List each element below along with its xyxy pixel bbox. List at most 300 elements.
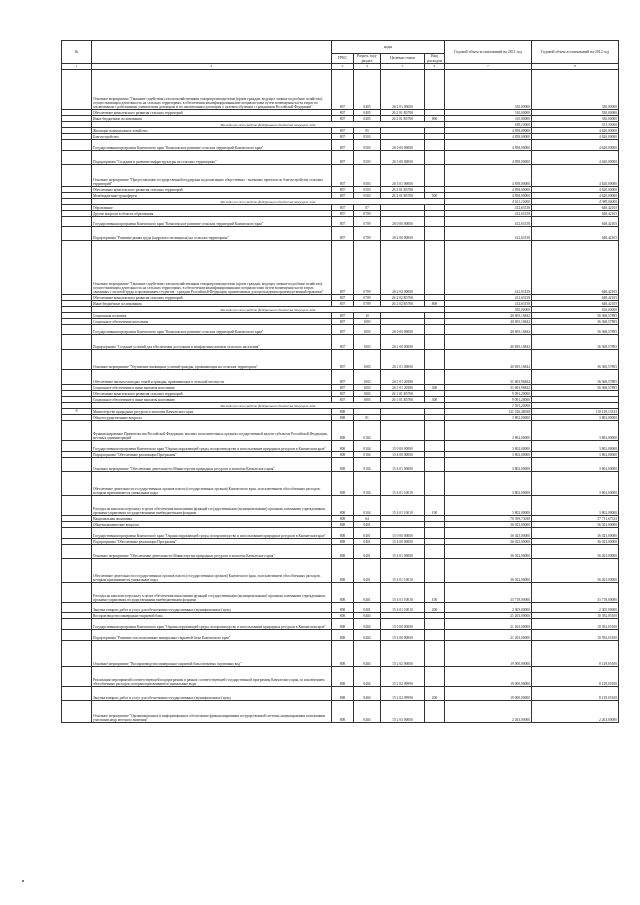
vid-code: 200 <box>425 603 445 613</box>
value-2012: 36 023,00000 <box>532 559 619 583</box>
column-index: 7 <box>445 64 532 70</box>
table-row <box>62 335 619 350</box>
target-code <box>381 421 425 441</box>
value-2012: 648,42105 <box>532 211 619 217</box>
row-name: Обеспечение деятельности государственных органов власти (государственных органов) Камчатского края, за исключением обособленных расходов, которым присваиваются уникальные коды <box>92 559 332 583</box>
value-2011: 4 858,00000 <box>445 151 532 165</box>
vid-code <box>425 545 445 559</box>
header-codes: коды <box>332 41 445 54</box>
razdel-code: 1003 <box>354 370 381 385</box>
value-2011: 19 000,00000 <box>445 667 532 687</box>
value-2012: 8 129,05100 <box>532 687 619 701</box>
row-number-cell <box>62 641 92 667</box>
row-number-cell <box>62 528 92 539</box>
table-row <box>62 217 619 227</box>
razdel-code: 0404 <box>354 667 381 687</box>
target-code: 15 2 00 00000 <box>381 630 425 641</box>
target-code: 15 4 01 00000 <box>381 458 425 472</box>
grbs-code: 807 <box>332 325 354 335</box>
value-2012: 36 368,57895 <box>532 370 619 385</box>
value-2012: 4 389,00000 <box>532 199 619 205</box>
table-row <box>62 325 619 335</box>
grbs-code: 808 <box>332 441 354 452</box>
scan-dot <box>22 880 24 882</box>
value-2011: 189,10000 <box>445 122 532 128</box>
target-code: 15 4 01 10010 <box>381 583 425 603</box>
table-row <box>62 619 619 630</box>
target-code: 26 3 01 R5760 <box>381 193 425 199</box>
target-code: 26 2 01 R5760 <box>381 116 425 122</box>
row-name: Закупка товаров, работ и услуг для обеспечения государственных (муниципальных) нужд <box>92 603 332 613</box>
grbs-code: 807 <box>332 301 354 307</box>
row-name: Обеспечение деятельности государственных органов власти (государственных органов) Камчатского края, за исключением обособленных расходов, которым присваиваются уникальные коды <box>92 472 332 496</box>
value-2012: 3 802,00000 <box>532 415 619 421</box>
row-name: Расходы на выплаты персоналу в целях обеспечения выполнения функций государственными (муниципальными) органами, казенными учреждениями, органами управления государственными внебюджетными фондами <box>92 496 332 516</box>
value-2011: 40 695,16842 <box>445 335 532 350</box>
header-num: № <box>62 41 92 64</box>
razdel-code: 1003 <box>354 391 381 397</box>
value-2011: 70 399,73038 <box>445 516 532 522</box>
table-row <box>62 350 619 370</box>
value-2011: 4 858,00000 <box>445 187 532 193</box>
value-2012: 2 263,00000 <box>532 701 619 723</box>
vid-code <box>425 325 445 335</box>
razdel-code: 07 <box>354 205 381 211</box>
row-number-cell <box>62 458 92 472</box>
grbs-code: 808 <box>332 528 354 539</box>
row-name: Подпрограмма "Обеспечение реализации Программы" <box>92 452 332 458</box>
table-row <box>62 545 619 559</box>
row-name: Государственная программа Камчатского края "Охрана окружающей среды, воспроизводство и использование природных ресурсов в Камчатском крае" <box>92 528 332 539</box>
target-code: 15 2 03 00000 <box>381 701 425 723</box>
value-2011: 412,63158 <box>445 217 532 227</box>
razdel-code: 0401 <box>354 603 381 613</box>
target-code: 15 0 00 00000 <box>381 619 425 630</box>
value-2012: 36 368,57895 <box>532 319 619 325</box>
value-2012: 2 305,00000 <box>532 603 619 613</box>
grbs-code: 807 <box>332 134 354 140</box>
column-index: 8 <box>532 64 619 70</box>
grbs-code: 808 <box>332 583 354 603</box>
vid-code: 500 <box>425 193 445 199</box>
row-name: Иные бюджетные ассигнования <box>92 301 332 307</box>
razdel-code: 1003 <box>354 385 381 391</box>
target-code: 15 2 02 09990 <box>381 667 425 687</box>
value-2012: 10 392,05100 <box>532 619 619 630</box>
razdel-code: 0104 <box>354 496 381 516</box>
grbs-code: 807 <box>332 116 354 122</box>
grbs-code: 808 <box>332 667 354 687</box>
value-2012: 648,42105 <box>532 301 619 307</box>
value-2012: 36 368,57895 <box>532 385 619 391</box>
row-name: Межбюджетные трансферты <box>92 193 332 199</box>
row-name: Государственная программа Камчатского края "Охрана окружающей среды, воспроизводство и использование природных ресурсов в Камчатском крае" <box>92 441 332 452</box>
value-2012: 36 368,57895 <box>532 313 619 319</box>
target-code: 15 4 01 10010 <box>381 472 425 496</box>
grbs-code: 808 <box>332 458 354 472</box>
target-code: 26 0 00 00000 <box>381 217 425 227</box>
subtotal-note: Расходы за счет средств федерального бюджета текущего года <box>92 403 445 409</box>
row-number-cell <box>62 325 92 335</box>
grbs-code: 808 <box>332 603 354 613</box>
column-index: 2 <box>92 64 332 70</box>
vid-code <box>425 630 445 641</box>
row-name: Основное мероприятие "Улучшение жилищных условий граждан, проживающих на сельских территориях" <box>92 350 332 370</box>
grbs-code: 808 <box>332 539 354 545</box>
razdel-code: 0503 <box>354 187 381 193</box>
razdel-code: 0404 <box>354 630 381 641</box>
vid-code <box>425 528 445 539</box>
budget-table <box>61 40 619 723</box>
vid-code <box>425 667 445 687</box>
value-2012: 3 802,00000 <box>532 452 619 458</box>
value-2011: 2 263,00000 <box>445 701 532 723</box>
grbs-code: 808 <box>332 522 354 528</box>
row-name: Обеспечение комплексного развития сельских территорий <box>92 295 332 301</box>
value-2011: 2 305,00000 <box>445 603 532 613</box>
row-name: Социальное обеспечение и иные выплаты населению <box>92 397 332 403</box>
value-2011: 4 858,00000 <box>445 193 532 199</box>
subtotal-note: Расходы за счет средств федерального бюджета текущего года <box>92 199 445 205</box>
vid-code <box>425 619 445 630</box>
value-2012: 4 620,00000 <box>532 193 619 199</box>
vid-code: 100 <box>425 583 445 603</box>
razdel-code: 0104 <box>354 472 381 496</box>
value-2011: 412,63158 <box>445 205 532 211</box>
vid-code <box>425 70 445 110</box>
grbs-code: 807 <box>332 140 354 151</box>
row-number-cell <box>62 667 92 687</box>
table-row <box>62 641 619 667</box>
value-2012: 4 620,00000 <box>532 134 619 140</box>
vid-code <box>425 441 445 452</box>
target-code: 15 4 01 10010 <box>381 559 425 583</box>
subtotal-note: Расходы за счет средств федерального бюджета текущего года <box>92 122 445 128</box>
row-number-cell <box>62 619 92 630</box>
row-number-cell <box>62 241 92 295</box>
razdel-code: 0401 <box>354 583 381 603</box>
value-2011: 3 802,00000 <box>445 458 532 472</box>
razdel-code: 0104 <box>354 421 381 441</box>
row-number-cell <box>62 545 92 559</box>
table-row <box>62 583 619 603</box>
razdel-code: 0503 <box>354 134 381 140</box>
value-2011: 4 858,00000 <box>445 128 532 134</box>
razdel-code: 0709 <box>354 241 381 295</box>
razdel-code: 0404 <box>354 701 381 723</box>
grbs-code: 807 <box>332 187 354 193</box>
razdel-code: 0503 <box>354 193 381 199</box>
grbs-code: 807 <box>332 241 354 295</box>
razdel-code: 0404 <box>354 641 381 667</box>
table-row <box>62 140 619 151</box>
vid-code <box>425 165 445 187</box>
row-name: Реализация мероприятий соответствующей подпрограммы в рамках соответствующей государственной программы Камчатского края, за исключением обособленных расходов, которым присваиваются уникальные коды <box>92 667 332 687</box>
subtotal-note: Расходы за счет средств федерального бюджета текущего года <box>92 307 445 313</box>
razdel-code: 1003 <box>354 350 381 370</box>
value-2011: 40 695,16842 <box>445 350 532 370</box>
grbs-code: 807 <box>332 128 354 134</box>
row-number-cell <box>62 421 92 441</box>
row-number-cell <box>62 165 92 187</box>
value-2012: 33 718,00000 <box>532 583 619 603</box>
value-2011: 9 091,20000 <box>445 397 532 403</box>
value-2012: 36 023,00000 <box>532 522 619 528</box>
grbs-code: 808 <box>332 619 354 630</box>
razdel-code: 0404 <box>354 613 381 619</box>
value-2011: 3 802,00000 <box>445 441 532 452</box>
grbs-code: 807 <box>332 385 354 391</box>
razdel-code: 1003 <box>354 319 381 325</box>
table-row <box>62 559 619 583</box>
value-2011: 412,63158 <box>445 227 532 241</box>
grbs-code: 807 <box>332 335 354 350</box>
grbs-code: 808 <box>332 415 354 421</box>
grbs-code: 808 <box>332 559 354 583</box>
value-2012: 4 620,00000 <box>532 187 619 193</box>
value-2011: 310,00000 <box>445 110 532 116</box>
column-index: 3 <box>332 64 354 70</box>
table-row <box>62 603 619 613</box>
header-vol-2012: Годовой объем ассигнований на 2012 год <box>532 41 619 64</box>
column-index: 6 <box>425 64 445 70</box>
vid-code <box>425 421 445 441</box>
grbs-code: 807 <box>332 110 354 116</box>
value-2011: 21 263,00000 <box>445 613 532 619</box>
grbs-code: 807 <box>332 370 354 385</box>
target-code: 26 1 01 20380 <box>381 385 425 391</box>
row-name: Подпрограмма "Создание и развитие инфраструктуры на сельских территориях" <box>92 151 332 165</box>
row-number-cell <box>62 370 92 385</box>
row-number-cell <box>62 140 92 151</box>
table-row <box>62 667 619 687</box>
value-2012: 330,00000 <box>532 70 619 110</box>
vid-code: 800 <box>425 116 445 122</box>
vid-code: 300 <box>425 385 445 391</box>
grbs-code: 808 <box>332 421 354 441</box>
target-code: 26 2 02 00000 <box>381 241 425 295</box>
target-code: 15 4 00 00000 <box>381 452 425 458</box>
grbs-code: 808 <box>332 545 354 559</box>
grbs-code: 808 <box>332 701 354 723</box>
grbs-code: 807 <box>332 165 354 187</box>
row-name: Подпрограмма "Развитие и использование минерально-сырьевой базы Камчатского края" <box>92 630 332 641</box>
value-2011: 21 263,00000 <box>445 619 532 630</box>
header-vol-2011: Годовой объем ассигнований на 2011 год <box>445 41 532 64</box>
value-2012: 8 129,05100 <box>532 667 619 687</box>
row-name: Жилищно-коммунальное хозяйство <box>92 128 332 134</box>
vid-code: 200 <box>425 687 445 701</box>
value-2012: 36 023,00000 <box>532 545 619 559</box>
row-name: Расходы на выплаты персоналу в целях обеспечения выполнения функций государственными (муниципальными) органами, казенными учреждениями, органами управления государственными внебюджетными фондами <box>92 583 332 603</box>
grbs-code: 807 <box>332 70 354 110</box>
row-number-cell <box>62 603 92 613</box>
value-2011: 3 802,00000 <box>445 421 532 441</box>
target-code: 15 2 02 00000 <box>381 641 425 667</box>
value-2011: 21 263,00000 <box>445 630 532 641</box>
row-number-cell <box>62 217 92 227</box>
value-2012: 330,00000 <box>532 116 619 122</box>
value-2011: 121 526,46038 <box>445 409 532 415</box>
value-2012: 330,00000 <box>532 110 619 116</box>
row-number-cell <box>62 350 92 370</box>
razdel-code: 1003 <box>354 335 381 350</box>
header-razdel: Раздел, под-раздел <box>354 54 381 64</box>
row-name: Государственная программа Камчатского края "Комплексное развитие сельских территорий Камчатского края" <box>92 217 332 227</box>
vid-code <box>425 241 445 295</box>
target-code: 26 3 01 R5760 <box>381 187 425 193</box>
value-2011: 19 000,00000 <box>445 641 532 667</box>
value-2012: 36 023,00000 <box>532 528 619 539</box>
vid-code <box>425 641 445 667</box>
value-2012: 4 620,00000 <box>532 140 619 151</box>
table-row <box>62 458 619 472</box>
table-row <box>62 472 619 496</box>
row-number-cell <box>62 151 92 165</box>
value-2011: 310,00000 <box>445 70 532 110</box>
vid-code <box>425 217 445 227</box>
razdel-code: 0709 <box>354 211 381 217</box>
row-name: Государственная программа Камчатского края "Комплексное развитие сельских территорий Камчатского края" <box>92 140 332 151</box>
table-row <box>62 241 619 295</box>
table-row <box>62 70 619 110</box>
value-2011: 310,00000 <box>445 116 532 122</box>
razdel-code: 0401 <box>354 559 381 583</box>
row-name: Национальная экономика <box>92 516 332 522</box>
row-name: Основное мероприятие "Воспроизводство минерально-сырьевой базы питьевых подземных вод" <box>92 641 332 667</box>
table-row <box>62 421 619 441</box>
razdel-code: 10 <box>354 313 381 319</box>
target-code: 26 1 01 R5760 <box>381 397 425 403</box>
value-2011: 36 023,00000 <box>445 522 532 528</box>
value-2012: 4 620,00000 <box>532 165 619 187</box>
row-name: Основное мероприятие "Организационное и информационное обеспечение функционирования государственной системы лицензирования пользования участками недр местного значения" <box>92 701 332 723</box>
razdel-code: 1003 <box>354 397 381 403</box>
vid-code: 300 <box>425 397 445 403</box>
value-2011: 412,63158 <box>445 301 532 307</box>
vid-code <box>425 350 445 370</box>
table-row <box>62 496 619 516</box>
value-2011: 33 718,00000 <box>445 583 532 603</box>
value-2012: 513,30000 <box>532 122 619 128</box>
budget-table-sheet <box>61 40 618 723</box>
grbs-code: 807 <box>332 313 354 319</box>
value-2012: 36 368,57895 <box>532 335 619 350</box>
row-name: Общеэкономические вопросы <box>92 522 332 528</box>
razdel-code: 0709 <box>354 295 381 301</box>
razdel-code: 0503 <box>354 151 381 165</box>
razdel-code: 0503 <box>354 165 381 187</box>
razdel-code: 0401 <box>354 522 381 528</box>
row-name: Государственная программа Камчатского края "Комплексное развитие сельских территорий Камчатского края" <box>92 325 332 335</box>
row-name: Подпрограмма "Обеспечение реализации Программы" <box>92 539 332 545</box>
value-2012: 57 711,67333 <box>532 516 619 522</box>
grbs-code: 807 <box>332 151 354 165</box>
target-code: 26 1 01 00000 <box>381 350 425 370</box>
grbs-code: 808 <box>332 496 354 516</box>
grbs-code: 807 <box>332 227 354 241</box>
value-2012: 648,42105 <box>532 205 619 211</box>
vid-code <box>425 472 445 496</box>
row-name: Социальное обеспечение населения <box>92 319 332 325</box>
value-2011: 36 023,00000 <box>445 539 532 545</box>
vid-code <box>425 335 445 350</box>
row-name: Обеспечение жильем молодых семей и граждан, проживающих в сельской местности <box>92 370 332 385</box>
target-code: 26 3 00 00000 <box>381 151 425 165</box>
grbs-code: 808 <box>332 630 354 641</box>
value-2011: 36 023,00000 <box>445 559 532 583</box>
razdel-code: 0709 <box>354 217 381 227</box>
value-2011: 31 603,96842 <box>445 370 532 385</box>
grbs-code: 807 <box>332 319 354 325</box>
target-code: 26 2 01 00000 <box>381 70 425 110</box>
razdel-code: 0104 <box>354 452 381 458</box>
value-2012: 648,42105 <box>532 217 619 227</box>
value-2012: 110 129,13333 <box>532 409 619 415</box>
vid-code: 800 <box>425 301 445 307</box>
row-name: Подпрограмма "Развитие рынка труда (кадрового потенциала) на сельских территориях" <box>92 227 332 241</box>
razdel-code: 0104 <box>354 458 381 472</box>
table-row <box>62 165 619 187</box>
grbs-code: 808 <box>332 472 354 496</box>
column-index: 4 <box>354 64 381 70</box>
column-index: 5 <box>381 64 425 70</box>
row-name: Основное мероприятие "Оказание содействия сельскохозяйственным товаропроизводителям (кроме граждан, ведущих личные подсобные хозяйства), осуществляющим деятельность на сельских территориях, в обеспечении квалифицированными специалистами путем возмещения части затрат, связанных с оплатой труда и проживанием студентов - граждан Российской Федерации, привлеченных для прохождения производственной практики" <box>92 241 332 295</box>
row-name: Благоустройство <box>92 134 332 140</box>
header-target: Целевая статья <box>381 54 425 64</box>
value-2011: 19 000,00000 <box>445 687 532 701</box>
grbs-code: 807 <box>332 397 354 403</box>
grbs-code: 808 <box>332 409 354 415</box>
vid-code: 100 <box>425 496 445 516</box>
value-2011: 392,00000 <box>445 307 532 313</box>
value-2011: 4 858,00000 <box>445 140 532 151</box>
table-row <box>62 441 619 452</box>
razdel-code: 0503 <box>354 140 381 151</box>
row-name: Воспроизводство минерально-сырьевой базы <box>92 613 332 619</box>
target-code: 26 1 01 R5760 <box>381 391 425 397</box>
header-vid: Вид расходов <box>425 54 445 64</box>
grbs-code: 807 <box>332 211 354 217</box>
row-number-cell <box>62 227 92 241</box>
row-name: Социальное обеспечение и иные выплаты населению <box>92 385 332 391</box>
row-number-cell <box>62 335 92 350</box>
table-row <box>62 701 619 723</box>
target-code: 26 1 00 00000 <box>381 335 425 350</box>
row-name: Другие вопросы в области образования <box>92 211 332 217</box>
value-2011: 40 695,16842 <box>445 325 532 335</box>
row-number-cell <box>62 496 92 516</box>
razdel-code: 0401 <box>354 528 381 539</box>
grbs-code: 808 <box>332 641 354 667</box>
target-code: 26 1 01 20380 <box>381 370 425 385</box>
razdel-code: 0104 <box>354 441 381 452</box>
row-number-cell <box>62 583 92 603</box>
vid-code <box>425 151 445 165</box>
row-name: Обеспечение комплексного развития сельских территорий <box>92 187 332 193</box>
value-2011: 3 802,00000 <box>445 496 532 516</box>
grbs-code: 807 <box>332 295 354 301</box>
value-2011: 412,63158 <box>445 241 532 295</box>
row-number-cell <box>62 687 92 701</box>
row-number-cell <box>62 70 92 110</box>
table-row <box>62 687 619 701</box>
value-2011: 3 802,00000 <box>445 452 532 458</box>
header-name <box>92 41 332 64</box>
value-2011: 4 611,10000 <box>445 199 532 205</box>
razdel-code: 0404 <box>354 687 381 701</box>
vid-code <box>425 559 445 583</box>
